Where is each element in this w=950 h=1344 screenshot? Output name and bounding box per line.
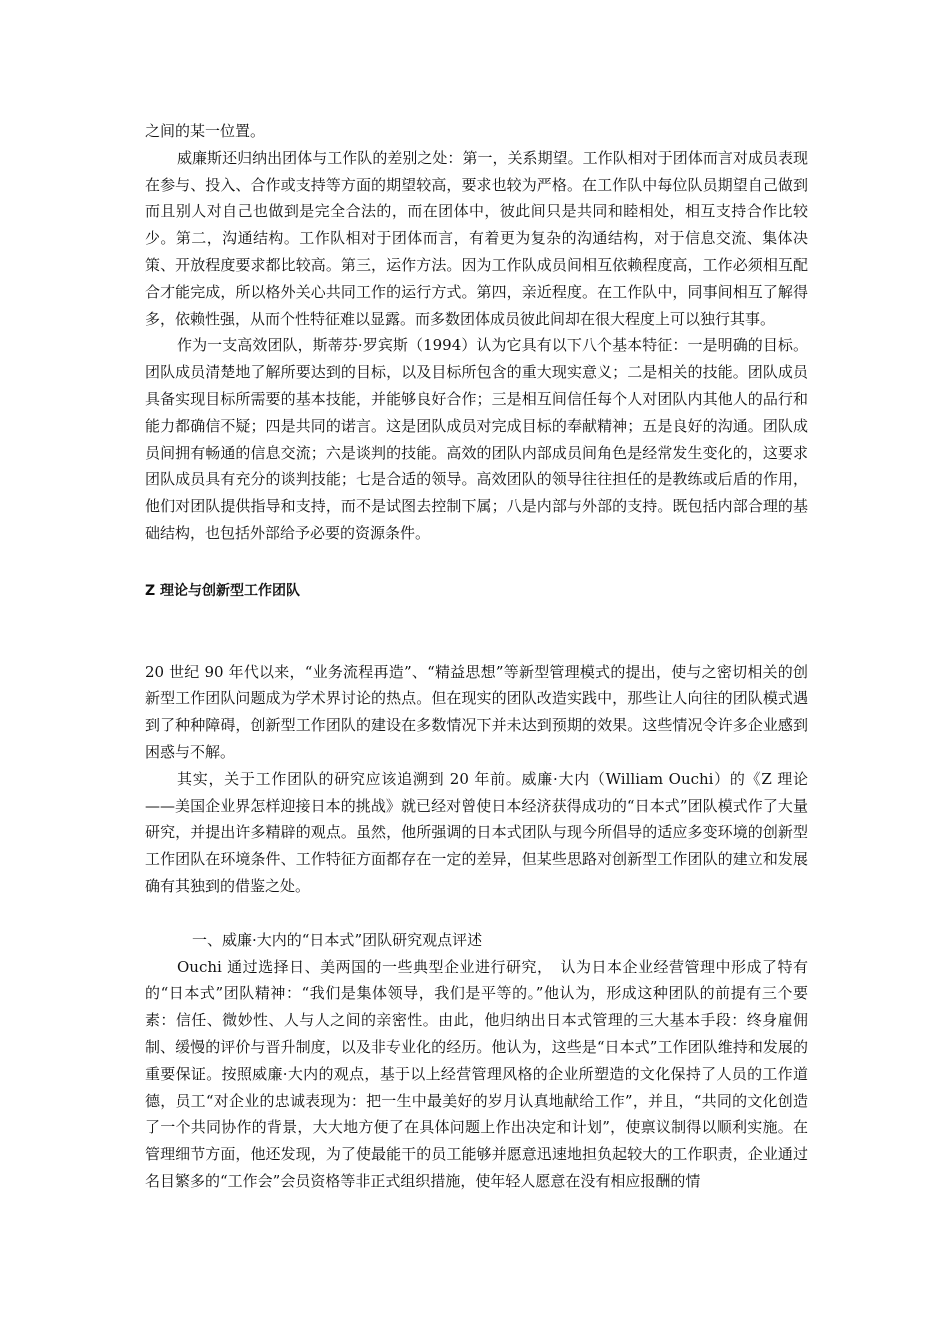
paragraph-continuation: 之间的某一位置。 [145,122,266,140]
paragraph-ouchi-review: Ouchi 通过选择日、美两国的一些典型企业进行研究， 认为日本企业经营管理中形成了特有的“日本式”团队精神：“我们是集体领导，我们是平等的。”他认为，形成这种团队的前提有三个要素：信任、微妙性、人与人之间的亲密性。由此，他归纳出日本式管理的三大基本手段：终身雇佣制、缓慢的评价与晋升制度，以及非专业化的经历。他认为，这些是“日本式”工作团队维持和发展的重要保证。按照威廉·大内的观点，基于以上经营管理风格的企业所塑造的文化保持了人员的工作道德，员工“对企业的忠诚表现为：把一生中最美好的岁月认真地献给工作”，并且，“共同的文化创造了一个共同协作的背景，大大地方便了在具体问题上作出决定和计划”，使禀议制得以顺利实施。在管理细节方面，他还发现，为了使最能干的员工能够并愿意迅速地担负起较大的工作职责，企业通过名目繁多的“工作会”会员资格等非正式组织措施，使年轻人愿意在没有相应报酬的情 [145,957,808,1190]
paragraph-ouchi-theory-z: 其实，关于工作团队的研究应该追溯到 20 年前。威廉·大内（William Ouchi）的《Z 理论——美国企业界怎样迎接日本的挑战》就已经对曾使日本经济获得成功的“日本式”团队模式作了大量研究，并提出许多精辟的观点。虽然，他所强调的日本式团队与现今所倡导的适应多变环境的创新型工作团队在环境条件、工作特征方面都存在一定的差异，但某些思路对创新型工作团队的建立和发展确有其独到的借鉴之处。 [145,769,808,895]
subsection-heading: 一、威廉·大内的“日本式”团队研究观点评述 [192,930,483,949]
paragraph-team-vs-group: 威廉斯还归纳出团体与工作队的差别之处：第一，关系期望。工作队相对于团体而言对成员表现在参与、投入、合作或支持等方面的期望较高，要求也较为严格。在工作队中每位队员期望自己做到而且别人对自己也做到是完全合法的，而在团体中，彼此间只是共同和睦相处，相互支持合作比较少。第二，沟通结构。工作队相对于团体而言，有着更为复杂的沟通结构，对于信息交流、集体决策、开放程度要求都比较高。第三，运作方法。因为工作队成员间相互依赖程度高，工作必须相互配合才能完成，所以格外关心共同工作的运行方式。第四，亲近程度。在工作队中，同事间相互了解得多，依赖性强，从而个性特征难以显露。而多数团体成员彼此间却在很大程度上可以独行其事。 [145,148,808,328]
document-page [145,118,808,1195]
section-heading: Z 理论与创新型工作团队 [145,582,301,599]
paragraph-intro: 20 世纪 90 年代以来，“业务流程再造”、“精益思想”等新型管理模式的提出，使与之密切相关的创新型工作团队问题成为学术界讨论的热点。但在现实的团队改造实践中，那些让人向往的团队模式遇到了种种障碍，创新型工作团队的建设在多数情况下并未达到预期的效果。这些情况令许多企业感到困惑与不解。 [145,662,808,761]
paragraph-robbins-features: 作为一支高效团队，斯蒂芬·罗宾斯（1994）认为它具有以下八个基本特征：一是明确的目标。团队成员清楚地了解所要达到的目标，以及目标所包含的重大现实意义；二是相关的技能。团队成员具备实现目标所需要的基本技能，并能够良好合作；三是相互间信任每个人对团队内其他人的品行和能力都确信不疑；四是共同的诺言。这是团队成员对完成目标的奉献精神；五是良好的沟通。团队成员间拥有畅通的信息交流；六是谈判的技能。高效的团队内部成员间角色是经常发生变化的，这要求团队成员具有充分的谈判技能；七是合适的领导。高效团队的领导往往担任的是教练或后盾的作用，他们对团队提供指导和支持，而不是试图去控制下属；八是内部与外部的支持。既包括内部合理的基础结构，也包括外部给予必要的资源条件。 [145,336,808,542]
